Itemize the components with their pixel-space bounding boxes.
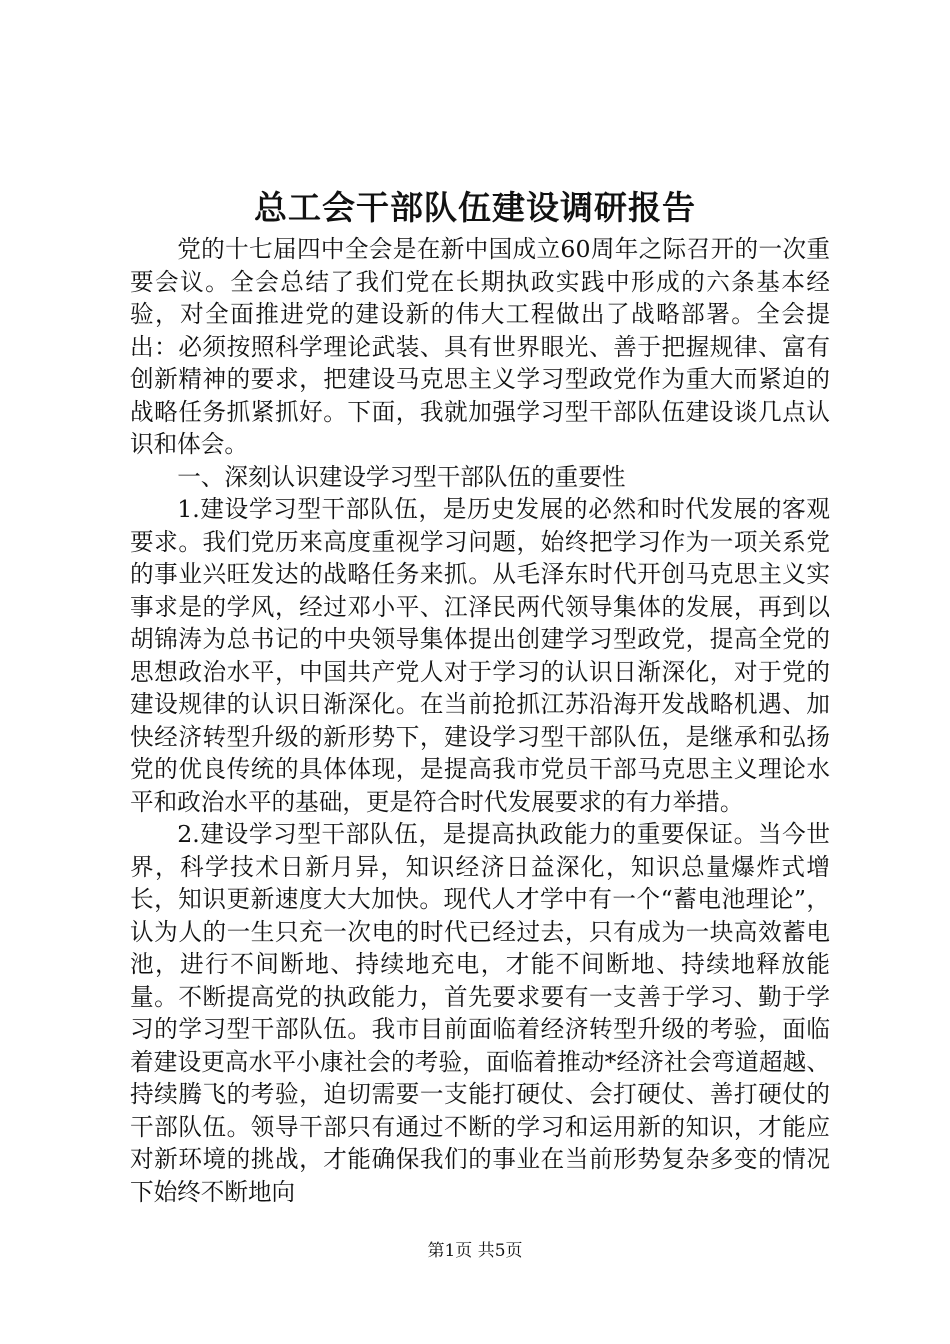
point-1-paragraph: 1.建设学习型干部队伍，是历史发展的必然和时代发展的客观要求。我们党历来高度重视学习问题，始终把学习作为一项关系党的事业兴旺发达的战略任务来抓。从毛泽东时代开创马克思主义实事求是的学风，经过邓小平、江泽民两代领导集体的发展，再到以胡锦涛为总书记的中央领导集体提出创建学习型政党，提高全党的思想政治水平，中国共产党人对于学习的认识日渐深化，对于党的建设规律的认识日渐深化。在当前抢抓江苏沿海开发战略机遇、加快经济转型升级的新形势下，建设学习型干部队伍，是继承和弘扬党的优良传统的具体体现，是提高我市党员干部马克思主义理论水平和政治水平的基础，更是符合时代发展要求的有力举措。 bbox=[130, 495, 830, 816]
document-title: 总工会干部队伍建设调研报告 bbox=[254, 188, 696, 227]
document-body bbox=[130, 233, 830, 1208]
point-2-paragraph: 2.建设学习型干部队伍，是提高执政能力的重要保证。当今世界，科学技术日新月异，知识经济日益深化，知识总量爆炸式增长，知识更新速度大大加快。现代人才学中有一个“蓄电池理论”，认为人的一生只充一次电的时代已经过去，只有成为一块高效蓄电池，进行不间断地、持续地充电，才能不间断地、持续地释放能量。不断提高党的执政能力，首先要求要有一支善于学习、勤于学习的学习型干部队伍。我市目前面临着经济转型升级的考验，面临着建设更高水平小康社会的考验，面临着推动*经济社会弯道超越、持续腾飞的考验，迫切需要一支能打硬仗、会打硬仗、善打硬仗的干部队伍。领导干部只有通过不断的学习和运用新的知识，才能应对新环境的挑战，才能确保我们的事业在当前形势复杂多变的情况下始终不断地向 bbox=[130, 820, 830, 1206]
page-number-footer: 第1页 共5页 bbox=[427, 1241, 523, 1261]
intro-paragraph: 党的十七届四中全会是在新中国成立60周年之际召开的一次重要会议。全会总结了我们党在长期执政实践中形成的六条基本经验，对全面推进党的建设新的伟大工程做出了战略部署。全会提出：必须按照科学理论武装、具有世界眼光、善于把握规律、富有创新精神的要求，把建设马克思主义学习型政党作为重大而紧迫的战略任务抓紧抓好。下面，我就加强学习型干部队伍建设谈几点认识和体会。 bbox=[130, 235, 830, 458]
section-heading: 一、深刻认识建设学习型干部队伍的重要性 bbox=[177, 462, 626, 491]
